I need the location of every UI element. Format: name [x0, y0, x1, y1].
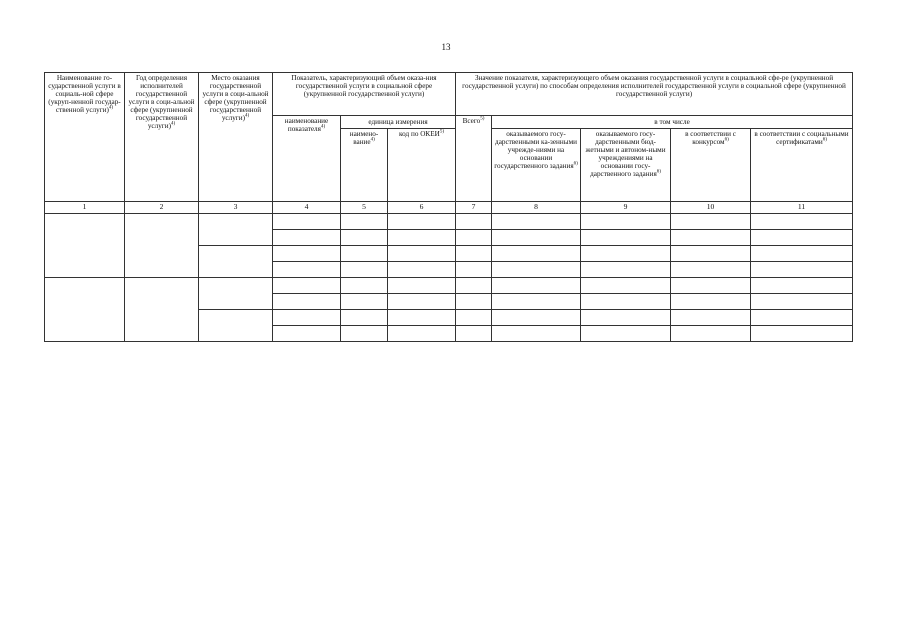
empty-cell[interactable] [751, 310, 853, 326]
empty-cell[interactable] [671, 310, 751, 326]
empty-cell[interactable] [456, 262, 492, 278]
empty-cell[interactable] [492, 214, 581, 230]
empty-cell[interactable] [456, 310, 492, 326]
header-sub-budget: оказываемого госу-дарственными бюд-жетными и автоном-ными учреждениями на основании госу-дарственного задания$^{6)}$ [581, 129, 671, 202]
column-number: 7 [456, 202, 492, 214]
empty-cell[interactable] [273, 294, 341, 310]
empty-cell[interactable] [751, 326, 853, 342]
table-row [45, 214, 853, 230]
empty-cell[interactable] [273, 214, 341, 230]
header-place: Место оказания государственной услуги в соци-альной сфере (укрупненной государственной услуги)$^{4)}$ [199, 73, 273, 202]
column-number: 9 [581, 202, 671, 214]
service-volume-table [44, 72, 853, 342]
empty-cell[interactable] [341, 246, 388, 262]
empty-cell[interactable] [581, 310, 671, 326]
empty-cell[interactable] [581, 294, 671, 310]
empty-cell[interactable] [45, 214, 125, 278]
empty-cell[interactable] [341, 262, 388, 278]
header-indicator-group: Показатель, характеризующий объем оказа-ния государственной услуги в социальной сфере (укрупненной государственной услуги) [273, 73, 456, 116]
empty-cell[interactable] [581, 278, 671, 294]
empty-cell[interactable] [273, 278, 341, 294]
empty-cell[interactable] [388, 262, 456, 278]
page-number: 13 [441, 42, 451, 52]
header-including: в том числе [492, 116, 853, 129]
empty-cell[interactable] [456, 246, 492, 262]
empty-cell[interactable] [671, 262, 751, 278]
empty-cell[interactable] [273, 326, 341, 342]
empty-cell[interactable] [341, 310, 388, 326]
empty-cell[interactable] [456, 278, 492, 294]
empty-cell[interactable] [388, 326, 456, 342]
empty-cell[interactable] [492, 230, 581, 246]
empty-cell[interactable] [199, 278, 273, 310]
column-number: 4 [273, 202, 341, 214]
empty-cell[interactable] [125, 278, 199, 342]
empty-cell[interactable] [341, 230, 388, 246]
empty-cell[interactable] [671, 214, 751, 230]
header-year: Год определения исполнителей государственной услуги в соци-альной сфере (укрупненной государственной услуги)$^{4)}$ [125, 73, 199, 202]
empty-cell[interactable] [456, 230, 492, 246]
empty-cell[interactable] [492, 246, 581, 262]
empty-cell[interactable] [492, 310, 581, 326]
column-numbers-row [45, 202, 853, 214]
empty-cell[interactable] [456, 326, 492, 342]
column-number: 5 [341, 202, 388, 214]
empty-cell[interactable] [341, 278, 388, 294]
empty-cell[interactable] [125, 214, 199, 278]
column-number: 6 [388, 202, 456, 214]
column-number: 10 [671, 202, 751, 214]
empty-cell[interactable] [199, 246, 273, 278]
header-unit-name: наимено-вание$^{4)}$ [341, 129, 388, 202]
header-total: Всего$^{5)}$ [456, 116, 492, 202]
empty-cell[interactable] [581, 326, 671, 342]
header-unit-group: единица измерения [341, 116, 456, 129]
empty-cell[interactable] [492, 278, 581, 294]
empty-cell[interactable] [751, 262, 853, 278]
header-service-name: Наименование го-сударственной услуги в социаль-ной сфере (укруп-ненной государ-ственной услуги)$^{4)}$ [45, 73, 125, 202]
empty-cell[interactable] [492, 326, 581, 342]
header-sub-state: оказываемого госу-дарственными ка-зенными учрежде-ниями на основании государственного задания$^{6)}$ [492, 129, 581, 202]
empty-cell[interactable] [388, 230, 456, 246]
empty-cell[interactable] [671, 326, 751, 342]
column-number: 2 [125, 202, 199, 214]
empty-cell[interactable] [388, 246, 456, 262]
empty-cell[interactable] [199, 214, 273, 246]
empty-cell[interactable] [671, 230, 751, 246]
empty-cell[interactable] [388, 214, 456, 230]
empty-cell[interactable] [456, 214, 492, 230]
empty-cell[interactable] [581, 230, 671, 246]
empty-cell[interactable] [751, 214, 853, 230]
empty-cell[interactable] [492, 294, 581, 310]
empty-cell[interactable] [751, 230, 853, 246]
column-number: 3 [199, 202, 273, 214]
empty-cell[interactable] [273, 230, 341, 246]
empty-cell[interactable] [671, 246, 751, 262]
table-row [45, 278, 853, 294]
empty-cell[interactable] [199, 310, 273, 342]
empty-cell[interactable] [751, 294, 853, 310]
column-number: 11 [751, 202, 853, 214]
empty-cell[interactable] [273, 310, 341, 326]
empty-cell[interactable] [751, 246, 853, 262]
header-sub-certificates: в соответствии с социальными сертификатами$^{6)}$ [751, 129, 853, 202]
empty-cell[interactable] [388, 278, 456, 294]
column-number: 1 [45, 202, 125, 214]
empty-cell[interactable] [751, 278, 853, 294]
empty-cell[interactable] [273, 246, 341, 262]
empty-cell[interactable] [45, 278, 125, 342]
empty-cell[interactable] [581, 214, 671, 230]
empty-cell[interactable] [492, 262, 581, 278]
column-number: 8 [492, 202, 581, 214]
empty-cell[interactable] [581, 262, 671, 278]
empty-cell[interactable] [581, 246, 671, 262]
empty-cell[interactable] [456, 294, 492, 310]
empty-cell[interactable] [671, 278, 751, 294]
empty-cell[interactable] [273, 262, 341, 278]
empty-cell[interactable] [341, 214, 388, 230]
empty-cell[interactable] [341, 326, 388, 342]
empty-cell[interactable] [388, 310, 456, 326]
header-indicator-name: наименование показателя$^{4)}$ [273, 116, 341, 202]
empty-cell[interactable] [671, 294, 751, 310]
empty-cell[interactable] [341, 294, 388, 310]
header-value-group: Значение показателя, характеризующего объем оказания государственной услуги в социальной сфе-ре (укрупненной государственной услуги) по способам определения исполнителей государственной услуги в социальной сфере (укрупненной государственной услуги) [456, 73, 853, 116]
header-unit-okei: код по ОКЕИ$^{5)}$ [388, 129, 456, 202]
empty-cell[interactable] [388, 294, 456, 310]
header-sub-competition: в соответствии с конкурсом$^{6)}$ [671, 129, 751, 202]
